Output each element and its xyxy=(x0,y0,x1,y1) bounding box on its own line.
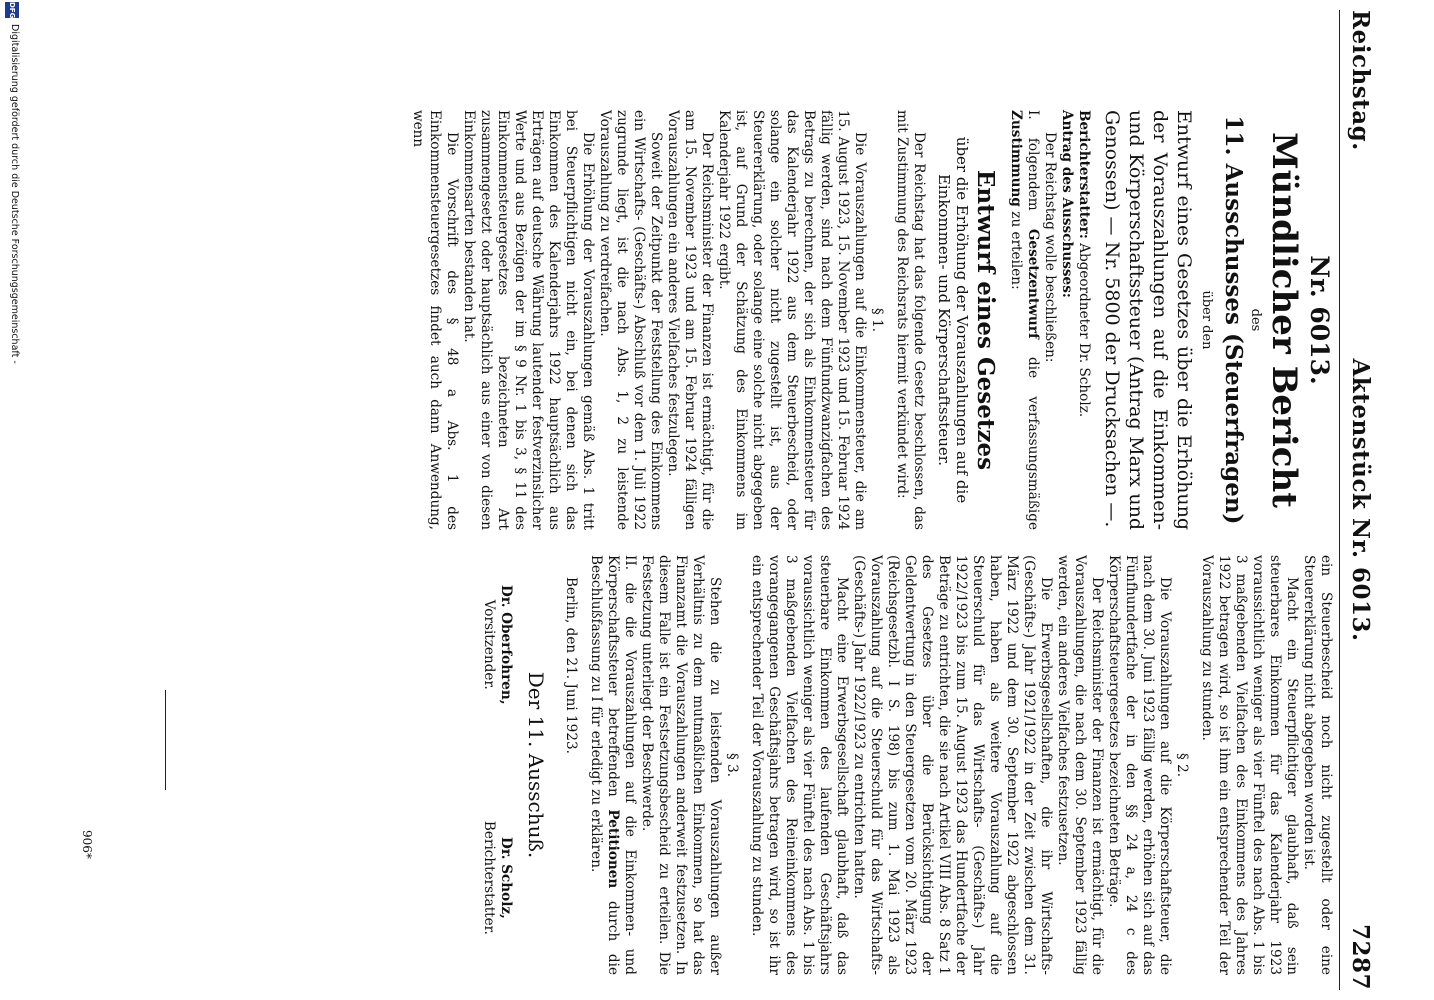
digitization-credit xyxy=(0,0,26,1000)
reporter-signature xyxy=(480,821,514,935)
chair-signature xyxy=(480,585,514,705)
section-1-paragraph-1: Die Vorauszahlungen auf die Einkommensteuer, die am 15. August 1923, 15. November 1923 und 15. Februar 1924 fällig werden, sind nach dem Fünfundzwanzigfachen des Betrags zu berechnen, der sich als Einkommensteuer für das Kalenderjahr 1922 aus dem Steuerbescheid, oder solange ein solcher nicht zugestellt ist, aus der Steuererklärung, oder solange eine solche nicht abgegeben ist, auf Grund der Schätzung des Einkommens im Kalenderjahr 1922 ergibt. xyxy=(716,110,868,530)
header-rule xyxy=(1339,10,1340,990)
reporter-name: Abgeordneter Dr. Scholz. xyxy=(1076,243,1092,418)
signature-block xyxy=(474,555,514,975)
item1-gesetzentwurf: Gesetzentwurf xyxy=(1025,228,1041,339)
right-column xyxy=(474,555,1334,975)
left-column xyxy=(409,110,1334,530)
title-des: des xyxy=(1248,308,1263,332)
report-kind: Mündlicher Bericht xyxy=(1264,132,1304,508)
header-left: Reichstag. xyxy=(1347,10,1374,151)
section-2-paragraph-2: Der Reichsminister der Finanzen ist ermächtigt, für die Vorauszahlungen, die nach dem 30. September 1923 fällig werden, ein anderes Vielfaches festzusetzen. xyxy=(1055,555,1105,975)
committee-signature: Der 11. Ausschuß. xyxy=(524,671,548,859)
reporter-line xyxy=(1075,110,1092,530)
committee-title: 11. Ausschusses (Steuerfragen) xyxy=(1220,115,1247,525)
reporter-label: Berichterstatter: xyxy=(1076,110,1092,239)
col2-continuation: ein Steuerbescheid noch nicht zugestellt oder eine Steuererklärung nicht abgegeben worden ist. xyxy=(1301,555,1334,975)
section-3-paragraph-1: Stehen die zu leistenden Vorauszahlungen außer Verhältnis zu dem mutmaßlichen Einkommen, so hat das Finanzamt die Vorauszahlungen anderweit festzusetzen. In diesem Falle ist ein Festsetzungsbescheid zu erteilen. Die Festsetzung unterliegt der Beschwerde. xyxy=(639,555,723,975)
entwurf-preamble: Der Reichstag hat das folgende Gesetz beschlossen, das mit Zustimmung des Reichsrats hiermit verkündet wird: xyxy=(894,110,927,530)
title-ueber: über den xyxy=(1199,290,1214,350)
item2-start: II. die die Vorauszahlungen auf die Einkommen- und Körperschaftssteuer betreffenden xyxy=(605,555,638,975)
section-1-heading: § 1. xyxy=(869,307,885,333)
col2-paragraph-1: Macht ein Steuerpflichtiger glaubhaft, daß sein steuerbares Einkommen für das Kalenderjahr 1923 voraussichtlich weniger als vier Fünftel des nach Abs. 1 bis 3 maßgebenden Vielfachen des Einkommens des Jahres 1922 betragen wird, so ist ihm ein entsprechender Teil der Vorauszahlung zu stunden. xyxy=(1199,555,1300,975)
item1-zustimmung: Zustimmung xyxy=(1008,110,1024,207)
signature-date: Berlin, den 21. Juni 1923. xyxy=(563,577,579,754)
title-subject: Entwurf eines Gesetzes über die Erhöhung der Vorauszahlungen auf die Einkommen- und Körperschaftssteuer (Antrag Marx und Genossen) — Nr. 5800 der Drucksachen —. xyxy=(1101,110,1195,530)
entwurf-subtitle: über die Erhöhung der Vorauszahlungen auf die Einkommen- und Körperschaftssteuer. xyxy=(935,136,971,504)
section-1-paragraph-4: Die Erhöhung der Vorauszahlungen gemäß Abs. 1 tritt bei Steuerpflichtigen nicht ein, bei denen sich das Einkommen des Kalenderjahrs 1922 hauptsächlich aus Erträgen auf deutsche Währung lautender festverzinslicher Werte und aus Bezügen der im § 9 Nr. 1 bis 3, § 11 des Einkommensteuergesetzes bezeichneten Art zusammengesetzt oder hauptsächlich aus einer von diesen Einkommensarten bestanden hat. xyxy=(461,110,596,530)
antrag-heading: Antrag des Ausschusses: xyxy=(1059,110,1075,298)
section-2-heading: § 2. xyxy=(1174,752,1190,778)
section-3-heading: § 3. xyxy=(724,752,740,778)
chair-name: Dr. Oberfohren, xyxy=(498,585,514,705)
dfg-logo: DFG xyxy=(5,2,19,18)
rep-role: Berichterstatter. xyxy=(481,820,497,935)
section-2-paragraph-4: Macht eine Erwerbsgesellschaft glaubhaft, daß das steuerbare Einkommen des laufenden Geschäftsjahrs voraussichtlich weniger als vier Fünftel des nach Abs. 1 bis 3 maßgebenden Vielfachen des Reineinkommens des vorangegangenen Geschäftsjahrs betragen wird, so ist ihr ein entsprechender Teil der Vorauszahlung zu stunden. xyxy=(749,555,850,975)
section-2-paragraph-1: Die Vorauszahlungen auf die Körperschaftsteuer, die nach dem 30. Juni 1923 fällig werden, erhöhen sich auf das Fünfhundertfache der in den §§ 24 a, 24 c des Körperschaftsteuergesetzes bezeichneten Beträge. xyxy=(1106,555,1173,975)
item2-petitionen: Petitionen xyxy=(605,809,621,889)
antrag-item-1 xyxy=(1007,110,1041,530)
closing-rule xyxy=(165,690,166,790)
section-1-paragraph-3: Soweit der Zeitpunkt der Feststellung des Einkommens ein Wirtschafts- (Geschäfts-) Abschluß vor dem 1. Juli 1922 zugrunde liegt, ist die nach Abs. 1, 2 zu leistende Vorauszahlung zu verdreifachen. xyxy=(597,110,664,530)
section-1-paragraph-5: Die Vorschrift des § 48 a Abs. 1 des Einkommensteuergesetzes findet auch dann Anwendung, wenn xyxy=(410,110,460,530)
chair-role: Vorsitzender. xyxy=(481,599,497,690)
section-1-paragraph-2: Der Reichsminister der Finanzen ist ermächtigt, für die am 15. November 1923 und am 15. Februar 1924 fälligen Vorauszahlungen ein anderes Vielfaches festzulegen. xyxy=(665,110,715,530)
antrag-item-2 xyxy=(587,555,638,975)
antrag-intro: Der Reichstag wolle beschließen: xyxy=(1042,132,1058,363)
rep-name: Dr. Scholz, xyxy=(498,837,514,919)
digitization-note: Digitalisierung gefördert durch die Deutsche Forschungsgemeinschaft - xyxy=(9,24,20,364)
header-page-number: 7287 xyxy=(1347,923,1374,990)
item1-mid: die verfassungsmäßige xyxy=(1025,357,1041,530)
document-number: Nr. 6013. xyxy=(1305,255,1334,385)
item1-start: I. folgendem xyxy=(1025,110,1041,211)
section-2-paragraph-3: Die Erwerbsgesellschaften, die ihr Wirtschafts- (Geschäfts-) Jahr 1921/1922 in der Zeit zwischen dem 31. März 1922 und dem 30. September 1922 abgeschlossen haben, haben als weitere Vorauszahlung auf die Steuerschuld für das Wirtschafts- (Geschäfts-) Jahr 1922/1923 bis zum 15. August 1923 das Hundertfache der Beträge zu entrichten, die sie nach Artikel VIII Abs. 8 Satz 1 des Gesetzes über die Berücksichtigung der Geldentwertung in den Steuergesetzen vom 20. März 1923 (Reichsgesetzbl. I S. 198) bis zum 1. Mai 1923 als Vorauszahlung auf die Steuerschuld für das Wirtschafts- (Geschäfts-) Jahr 1922/1923 zu entrichten hatten. xyxy=(851,555,1054,975)
entwurf-title: Entwurf eines Gesetzes xyxy=(972,169,999,471)
header-center: Aktenstück Nr. 6013. xyxy=(1347,358,1374,642)
item1-end: zu erteilen: xyxy=(1008,211,1024,290)
footer-mark: 906* xyxy=(80,830,94,859)
item2-end: durch die Beschlußfassung zu I für erledigt zu erklären. xyxy=(588,555,621,975)
